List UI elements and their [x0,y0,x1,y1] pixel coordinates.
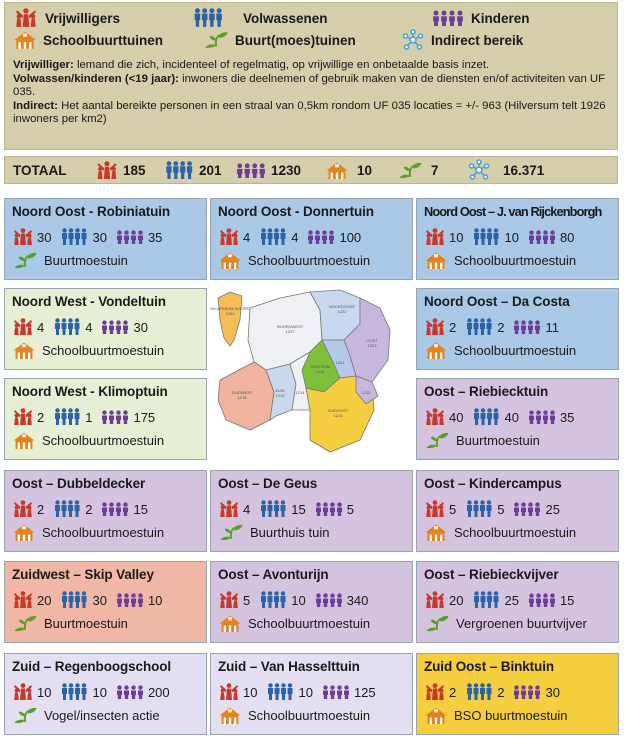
school-garden-icon [218,251,242,270]
card-counts [12,406,200,428]
totals-volunteers: 185 [95,161,163,180]
card-adults: 15 [258,500,305,518]
card-counts [218,589,406,611]
adults-icon [471,591,501,609]
card-title: Noord Oost – Da Costa [424,294,570,309]
adults-icon [258,500,288,518]
card-garden-type: Vogel/insecten actie [12,704,200,726]
legend-item-neighbourhood-gardens [203,30,401,50]
card-garden-type: Schoolbuurtmoestuin [218,612,406,634]
map-label: 1215 [237,395,247,400]
adults-icon [59,228,89,246]
card-title: Zuid – Van Hasselttuin [218,659,360,674]
volunteer-hands-icon [12,318,34,336]
card-volunteers: 2 [12,408,44,426]
adults-icon [265,683,295,701]
children-icon [100,502,130,516]
sprout-icon [424,431,450,450]
card-volunteers: 10 [424,228,463,246]
volunteer-hands-icon [424,591,446,609]
school-garden-icon [12,431,36,450]
adults-icon [258,228,288,246]
card-volunteers: 20 [424,591,463,609]
card-garden-type: Buurtmoestuin [12,612,200,634]
school-garden-icon [424,251,448,270]
card-volunteers: 5 [424,500,456,518]
card-children: 30 [100,320,147,335]
card-volunteers: 2 [424,683,456,701]
children-icon [512,320,542,334]
map-label: 1222 [337,309,347,314]
location-card [416,288,619,370]
card-garden-type: Schoolbuurtmoestuin [218,249,406,271]
children-icon [115,593,145,607]
card-title: Oost – Riebieckvijver [424,567,559,582]
card-children: 80 [527,230,574,245]
legend-item-volunteers [13,8,191,28]
legend-row-2 [13,29,609,51]
map-label: ZUID [275,388,285,393]
adults-icon [258,591,288,609]
map-label: HILVERSUM NOORD [210,306,250,311]
totals-label: TOTAAL [13,162,67,178]
card-counts [424,316,612,338]
card-title: Noord Oost – J. van Rijckenborgh [424,204,602,219]
map-label: 1211 [315,369,325,374]
card-adults: 2 [464,683,504,701]
children-icon [314,593,344,607]
network-icon [467,159,491,181]
map-label: 1223 [367,343,377,348]
card-garden-type: Schoolbuurtmoestuin [424,521,612,543]
volunteer-hands-icon [95,161,119,180]
sprout-icon [12,614,38,633]
card-children: 340 [314,593,369,608]
card-children: 15 [100,502,147,517]
adults-icon [59,591,89,609]
card-counts [424,406,612,428]
card-adults: 5 [464,500,504,518]
sprout-icon [218,523,244,542]
card-title: Noord Oost - Robiniatuin [12,204,171,219]
card-counts [12,226,200,248]
card-adults: 10 [265,683,312,701]
card-children: 15 [527,593,574,608]
map-label: 1212 [361,390,371,395]
location-card [210,561,413,643]
adults-icon [471,408,501,426]
card-garden-type: Buurthuis tuin [218,521,406,543]
totals-neighbourhood-gardens: 7 [397,161,467,180]
adults-icon [52,408,82,426]
volunteer-hands-icon [218,683,240,701]
card-adults: 1 [52,408,92,426]
children-icon [115,685,145,699]
school-garden-icon [424,341,448,360]
card-garden-type: Buurtmoestuin [12,249,200,271]
volunteer-hands-icon [218,591,240,609]
children-icon [527,593,557,607]
legend-item-school-gardens [13,30,203,50]
map-label: 1200 [225,311,235,316]
location-card [416,561,619,643]
card-children: 100 [306,230,361,245]
school-garden-icon [12,341,36,360]
school-garden-icon [424,706,448,725]
network-icon [401,29,425,51]
volunteer-hands-icon [12,591,34,609]
card-title: Noord West - Vondeltuin [12,294,166,309]
school-garden-icon [12,523,36,542]
card-volunteers: 4 [12,318,44,336]
card-title: Oost – De Geus [218,476,318,491]
card-adults: 40 [471,408,518,426]
volunteer-hands-icon [424,228,446,246]
totals-children: 1230 [235,163,325,178]
card-adults: 2 [464,318,504,336]
children-icon [512,685,542,699]
school-garden-icon [218,614,242,633]
children-icon [527,410,557,424]
card-counts [218,681,406,703]
adults-icon [191,8,225,28]
card-volunteers: 20 [12,591,51,609]
sprout-icon [424,614,450,633]
card-counts [12,681,200,703]
card-title: Noord Oost - Donnertuin [218,204,374,219]
adults-icon [464,500,494,518]
children-icon [306,230,336,244]
card-adults: 25 [471,591,518,609]
volunteer-hands-icon [12,408,34,426]
card-garden-type: Schoolbuurtmoestuin [12,429,200,451]
card-children: 10 [115,593,162,608]
totals-adults: 201 [163,161,235,180]
location-card [416,470,619,552]
legend-item-adults [191,8,431,28]
legend-label: Buurt(moes)tuinen [235,32,356,48]
card-volunteers: 40 [424,408,463,426]
legend-panel [4,2,618,150]
legend-label: Indirect bereik [431,32,524,48]
school-garden-icon [325,161,349,180]
card-volunteers: 4 [218,228,250,246]
card-garden-type: Schoolbuurtmoestuin [424,339,612,361]
children-icon [431,10,465,26]
sprout-icon [12,706,38,725]
location-card [4,378,207,460]
card-title: Oost – Kindercampus [424,476,562,491]
card-garden-type: Schoolbuurtmoestuin [12,521,200,543]
card-volunteers: 5 [218,591,250,609]
card-children: 200 [115,685,170,700]
card-volunteers: 2 [12,500,44,518]
children-icon [100,410,130,424]
map-label: 1213 [275,393,285,398]
children-icon [235,163,267,178]
adults-icon [464,683,494,701]
card-counts [424,589,612,611]
children-icon [100,320,130,334]
card-title: Zuid – Regenboogschool [12,659,172,674]
adults-icon [52,500,82,518]
map-label: NOORDWEST [276,324,304,329]
volunteer-hands-icon [12,228,34,246]
map-label: 1214 [295,390,305,395]
school-garden-icon [13,30,37,50]
card-garden-type: Vergroenen buurtvijver [424,612,612,634]
card-title: Oost – Dubbeldecker [12,476,146,491]
card-counts [12,498,200,520]
card-children: 11 [512,320,559,335]
card-counts [424,226,612,248]
location-card [4,198,207,280]
location-card [210,470,413,552]
definition-indirect: Indirect: Het aantal bereikte personen in een straal van 0,5km rondom UF 035 locaties = +/- 963 (Hilversum telt 1926 inwoners per km2) [13,99,606,126]
sprout-icon [203,30,229,50]
volunteer-hands-icon [424,408,446,426]
district-map [210,280,414,460]
legend-item-children [431,10,530,26]
card-title: Oost – Avonturijn [218,567,329,582]
card-adults: 2 [52,500,92,518]
location-card [416,198,619,280]
legend-label: Volwassenen [243,10,328,26]
card-children: 30 [512,685,559,700]
card-garden-type: Schoolbuurtmoestuin [12,339,200,361]
legend-row-1 [13,7,609,29]
volunteer-hands-icon [12,500,34,518]
card-volunteers: 10 [12,683,51,701]
location-card [210,653,413,735]
map-label: 1227 [285,329,295,334]
card-title: Noord West - Klimoptuin [12,384,168,399]
card-title: Zuid Oost – Binktuin [424,659,554,674]
card-children: 175 [100,410,155,425]
card-garden-type: Schoolbuurtmoestuin [218,704,406,726]
card-counts [12,589,200,611]
volunteer-hands-icon [218,500,240,518]
volunteer-hands-icon [424,318,446,336]
card-garden-type: Schoolbuurtmoestuin [424,249,612,271]
legend-label: Schoolbuurttuinen [43,32,163,48]
volunteer-hands-icon [13,8,39,28]
card-adults: 10 [258,591,305,609]
card-adults: 4 [52,318,92,336]
card-volunteers: 2 [424,318,456,336]
card-counts [424,498,612,520]
legend-label: Kinderen [471,10,530,26]
location-card [4,653,207,735]
location-card [4,470,207,552]
location-card [4,561,207,643]
card-garden-type: Buurtmoestuin [424,429,612,451]
card-counts [218,226,406,248]
legend-item-indirect [401,29,523,51]
location-card [210,198,413,280]
volunteer-hands-icon [218,228,240,246]
card-volunteers: 10 [218,683,257,701]
card-garden-type: BSO buurtmoestuin [424,704,612,726]
school-garden-icon [424,523,448,542]
card-volunteers: 4 [218,500,250,518]
adults-icon [59,683,89,701]
adults-icon [471,228,501,246]
children-icon [115,230,145,244]
adults-icon [464,318,494,336]
totals-school-gardens: 10 [325,161,397,180]
map-label: CENTRUM [310,364,330,369]
card-children: 5 [314,502,354,517]
map-label: 1221 [335,360,345,365]
card-title: Zuidwest – Skip Valley [12,567,154,582]
totals-bar [4,156,618,184]
definition-volunteer: Vrijwilliger: lemand die zich, incidenteel of regelmatig, op vrijwillige en onbetaalde basis inzet. [13,59,490,71]
children-icon [527,230,557,244]
adults-icon [52,318,82,336]
sprout-icon [397,161,423,180]
school-garden-icon [218,706,242,725]
map-label: ZUIDOOST [327,408,349,413]
card-counts [424,681,612,703]
volunteer-hands-icon [12,683,34,701]
card-adults: 4 [258,228,298,246]
map-label: 1213 [333,413,343,418]
map-label: OOST [366,338,378,343]
map-label: NOORDOOST [328,304,356,309]
card-children: 35 [115,230,162,245]
legend-label: Vrijwilligers [45,10,121,26]
card-adults: 10 [59,683,106,701]
card-children: 35 [527,410,574,425]
totals-indirect: 16.371 [467,159,544,181]
location-card [416,378,619,460]
map-label: ZUIDWEST [231,390,253,395]
location-card [4,288,207,370]
volunteer-hands-icon [424,683,446,701]
location-card [416,653,619,735]
card-adults: 30 [59,228,106,246]
card-counts [12,316,200,338]
sprout-icon [12,251,38,270]
children-icon [314,502,344,516]
definition-adults-children: Volwassen/kinderen (<19 jaar): inwoners die deelnemen of gebruik maken van de diensten en/of activiteiten van UF 035. [13,72,606,99]
definitions [13,59,609,127]
volunteer-hands-icon [424,500,446,518]
children-icon [512,502,542,516]
card-counts [218,498,406,520]
card-children: 25 [512,502,559,517]
card-adults: 10 [471,228,518,246]
card-adults: 30 [59,591,106,609]
card-children: 125 [321,685,376,700]
card-volunteers: 30 [12,228,51,246]
map-district-north [218,292,242,346]
children-icon [321,685,351,699]
adults-icon [163,161,195,180]
card-title: Oost – Riebiecktuin [424,384,549,399]
